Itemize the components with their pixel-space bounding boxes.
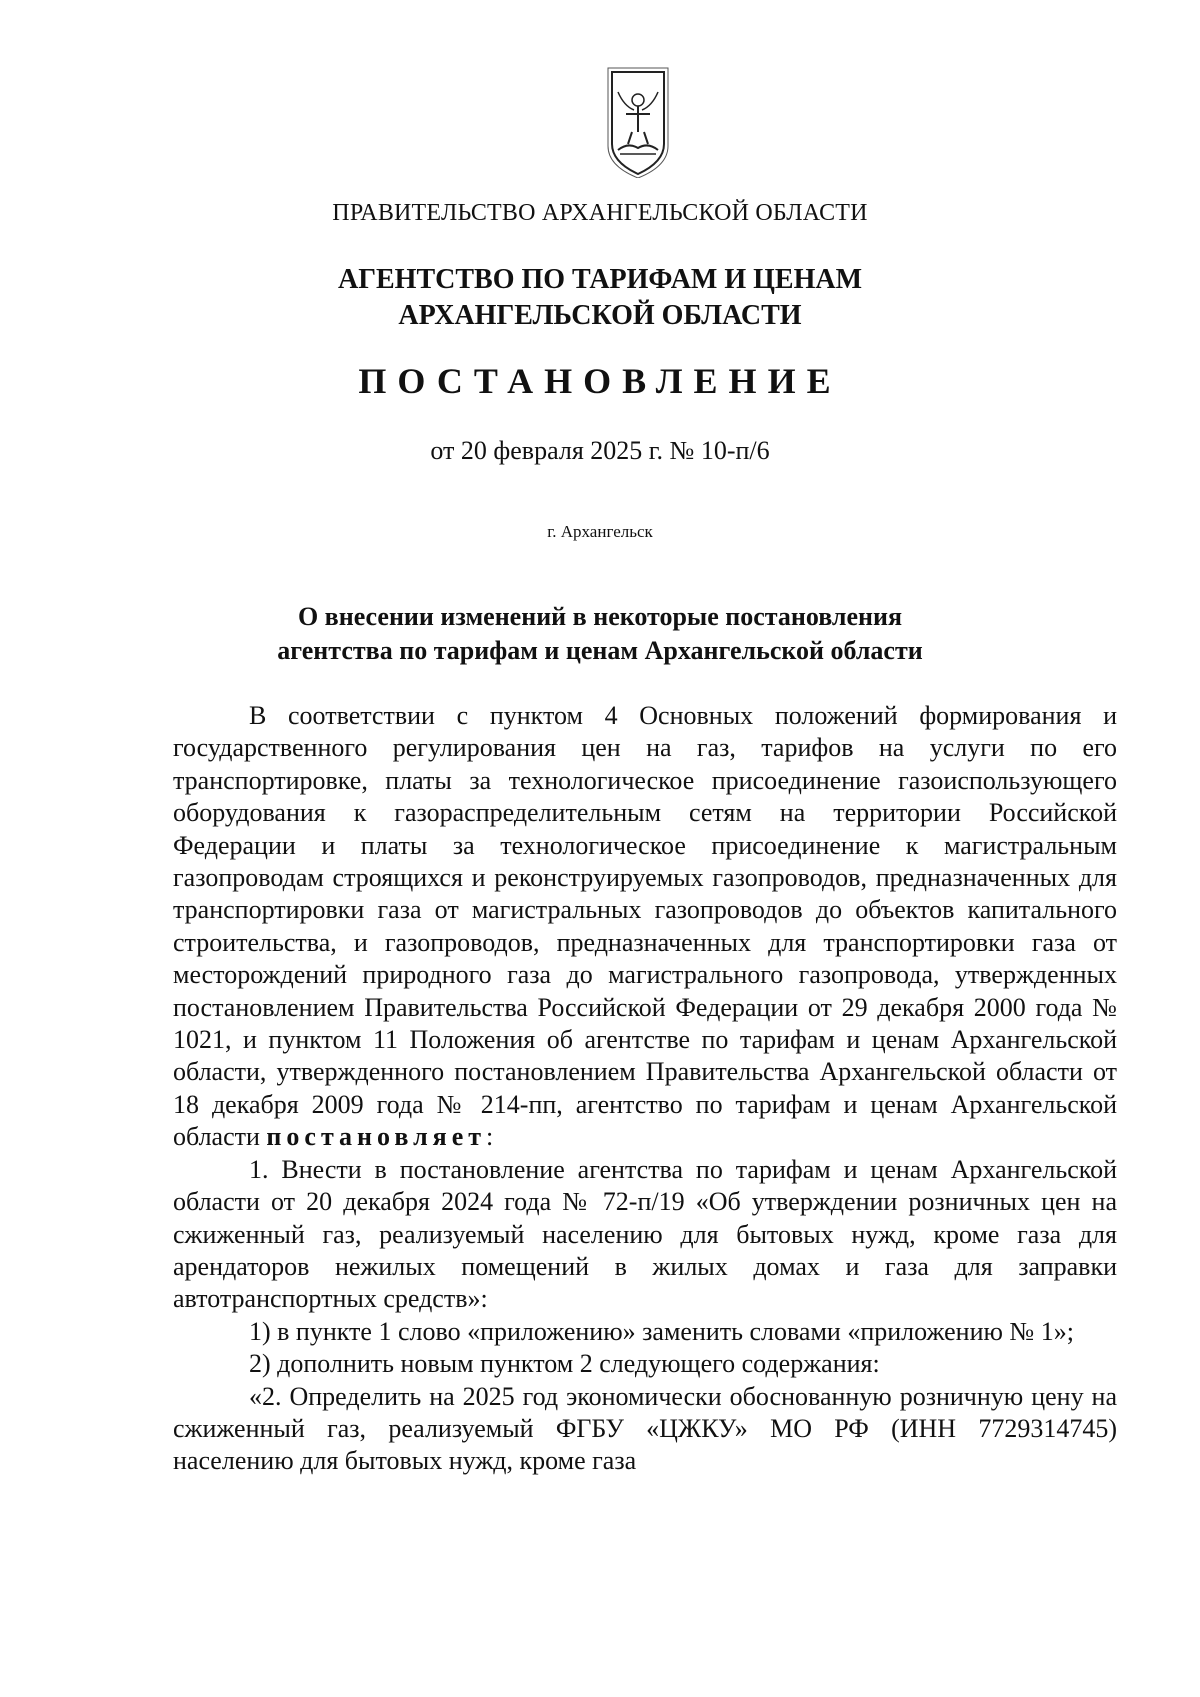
resolves-colon: : (486, 1122, 494, 1152)
preamble-text: В соответствии с пунктом 4 Основных положений формирования и государственного регулирования цен на газ, тарифов на услуги по его транспортировке, платы за технологическое присоединение газоиспользующего оборудования к газораспределительным сетям на территории Российской Федерации и платы за технологическое присоединение к магистральным газопроводам строящихся и реконструируемых газопроводов, предназначенных для транспортировки газа от магистральных газопроводов до объектов капитального строительства, и газопроводов, предназначенных для транспортировки газа от месторождений природного газа до магистрального газопровода, утвержденных постановлением Правительства Российской Федерации от 29 декабря 2000 года № 1021, и пунктом 11 Положения об агентстве по тарифам и ценам Архангельской области, утвержденного постановлением Правительства Архангельской области от 18 декабря 2009 года № 214-пп, агентство по тарифам и ценам Архангельской области (173, 701, 1117, 1152)
document-type: ПОСТАНОВЛЕНИЕ (358, 361, 842, 401)
coat-of-arms-emblem (598, 66, 678, 178)
document-body (173, 700, 1117, 1478)
document-subject (0, 600, 1200, 668)
item-1-1-paragraph: 1) в пункте 1 слово «приложению» заменить словами «приложению № 1»; (249, 1316, 1074, 1346)
item-1-paragraph: 1. Внести в постановление агентства по тарифам и ценам Архангельской области от 20 декабря 2024 года № 72-п/19 «Об утверждении розничных цен на сжиженный газ, реализуемый населению для бытовых нужд, кроме газа для арендаторов нежилых помещений в жилых домах и газа для заправки автотранспортных средств»: (173, 1154, 1117, 1314)
resolves-word: постановляет (266, 1122, 487, 1152)
agency-title (0, 262, 1200, 334)
agency-title-line2: АРХАНГЕЛЬСКОЙ ОБЛАСТИ (398, 300, 802, 331)
preamble-paragraph (173, 700, 1117, 1154)
government-title: ПРАВИТЕЛЬСТВО АРХАНГЕЛЬСКОЙ ОБЛАСТИ (332, 200, 868, 226)
document-city: г. Архангельск (547, 522, 653, 541)
subject-line1: О внесении изменений в некоторые постановления (297, 602, 903, 631)
subject-line2: агентства по тарифам и ценам Архангельской области (277, 636, 923, 665)
item-1-2-paragraph: 2) дополнить новым пунктом 2 следующего содержания: (249, 1349, 880, 1379)
document-date-number: от 20 февраля 2025 г. № 10-п/6 (430, 436, 770, 465)
item-1-2-text-paragraph: «2. Определить на 2025 год экономически обоснованную розничную цену на сжиженный газ, реализуемый ФГБУ «ЦЖКУ» МО РФ (ИНН 7729314745) населению для бытовых нужд, кроме газа (173, 1381, 1117, 1476)
agency-title-line1: АГЕНТСТВО ПО ТАРИФАМ И ЦЕНАМ (337, 264, 863, 295)
